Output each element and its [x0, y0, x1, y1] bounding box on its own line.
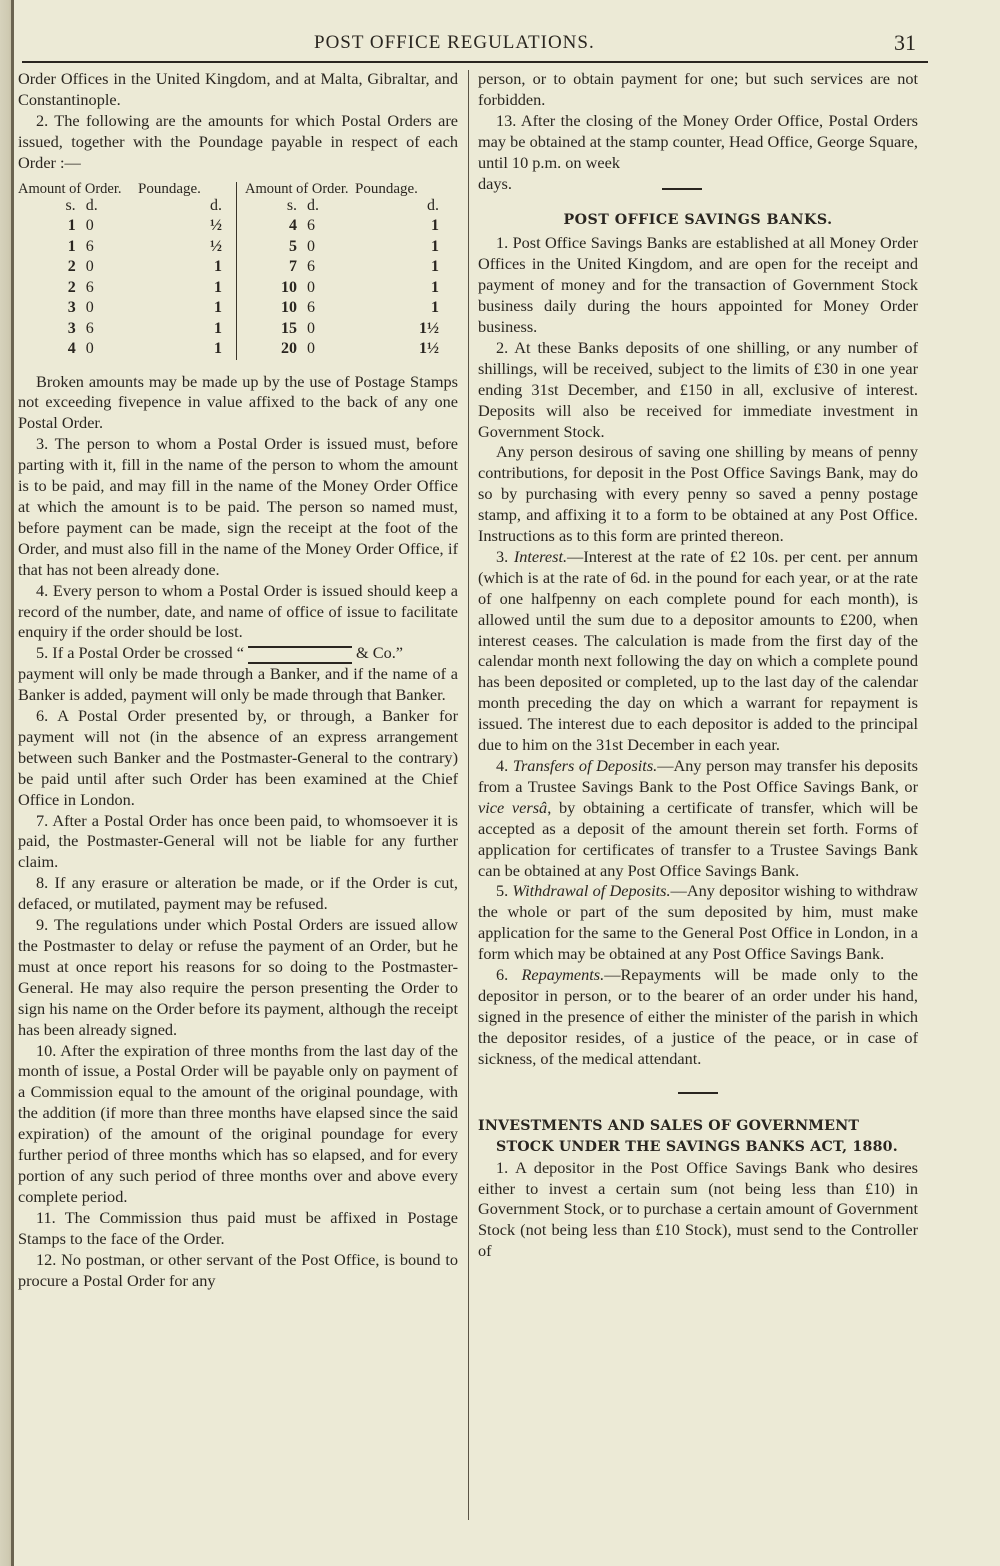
amount-pence-cell: 0: [307, 237, 316, 255]
savings-4-number: 4.: [496, 756, 509, 775]
unit-poundage-pence: d.: [427, 196, 439, 214]
savings-paragraph-3-interest: [478, 547, 918, 756]
poundage-cell: ½: [210, 237, 222, 255]
crossing-blank-lines: [248, 646, 352, 664]
savings-paragraph-2: 2. At these Banks deposits of one shilling, or any number of shillings, will be received, subject to the limits of £30 in one year ending 31st December, and £150 in all, exclusive of interest. Deposits will also be received for immediate investment in Government Stock.: [478, 337, 918, 441]
savings-4-vice-versa: vice versâ: [478, 797, 548, 817]
poundage-cell: 1½: [419, 340, 439, 358]
savings-4-text-a: —Any person may transfer his deposits from a Trustee Savings Bank to the Post Office Savings Bank, or: [478, 756, 918, 796]
poundage-table-row: [245, 216, 453, 237]
amount-pence-cell: 0: [85, 299, 94, 317]
paragraph-broken-amounts: Broken amounts may be made up by the use of Postage Stamps not exceeding fivepence in value affixed to the back of any one Postal Order.: [18, 371, 458, 433]
paragraph-8: 8. If any erasure or alteration be made, or if the Order is cut, defaced, or mutilated, payment may be refused.: [18, 873, 458, 914]
savings-6-text: —Repayments will be made only to the depositor in person, or to the bearer of an order under his hand, signed in the presence of either the minister of the parish in which the depositor resides, of a justice of the peace, or in case of sickness, of the medical attendant.: [478, 965, 918, 1068]
poundage-cell: 1: [214, 299, 222, 317]
poundage-table-row: [18, 278, 236, 299]
amount-shillings-cell: 3: [67, 299, 76, 317]
amount-pence-cell: 6: [307, 258, 316, 276]
poundage-cell: 1: [431, 299, 439, 317]
amount-shillings-cell: 5: [289, 237, 298, 255]
paragraph-3: 3. The person to whom a Postal Order is issued must, before parting with it, fill in the name of the person to whom the amount is to be paid, and may fill in the name of the Money Order Office at which the amount is to be paid. The person so named must, before payment can be made, sign the receipt at the foot of the Order, and must also fill in the name of the Money Order Office, if that has not been already done.: [18, 434, 458, 579]
savings-paragraph-penny: Any person desirous of saving one shilling by means of penny contributions, for deposit in the Post Office Savings Bank, may do so by purchasing with every penny so saved a penny postage stamp, and affixing it to a form to be obtained at any Post Office. Instructions as to this form are printed thereon.: [478, 442, 918, 546]
savings-paragraph-5-withdrawal: [478, 881, 918, 965]
section-title-investments: INVESTMENTS AND SALES OF GOVERNMENT STOCK UNDER THE SAVINGS BANKS ACT, 1880.: [478, 1117, 898, 1155]
unit-pence: d.: [307, 196, 320, 214]
poundage-cell: 1: [214, 278, 222, 296]
poundage-table-right: [236, 182, 453, 360]
paragraph-12-continuation: person, or to obtain payment for one; but such services are not forbidden.: [478, 69, 918, 109]
right-column: [478, 69, 918, 1262]
amount-shillings-cell: 2: [67, 278, 76, 296]
amount-shillings-cell: 4: [67, 340, 76, 358]
savings-paragraph-4-transfers: [478, 756, 918, 881]
header-rule: [22, 61, 928, 63]
amount-pence-cell: 0: [307, 278, 316, 296]
investments-paragraph-1: 1. A depositor in the Post Office Savings Bank who desires either to invest a certain sum (not being less than £10) in Government Stock, or to purchase a certain amount of Government Stock (not being less than £10 Stock), must send to the Controller of: [478, 1157, 918, 1261]
poundage-table: [18, 182, 458, 360]
paragraph-13-last-word: days.: [478, 173, 512, 193]
poundage-table-left: [18, 182, 236, 360]
savings-paragraph-1: 1. Post Office Savings Banks are established at all Money Order Offices in the United Kingdom, and are open for the receipt and payment of money and for the transaction of Government Stock business daily during the hours appointed for Money Order business.: [478, 233, 918, 336]
amount-shillings-cell: 1: [67, 217, 76, 235]
paragraph-2: 2. The following are the amounts for which Postal Orders are issued, together with the Poundage payable in respect of each Order :—: [18, 110, 458, 172]
amount-shillings-cell: 2: [67, 258, 76, 276]
paragraph-4: 4. Every person to whom a Postal Order is issued should keep a record of the number, date, and name of office of issue to facilitate enquiry if the order should be lost.: [18, 580, 458, 642]
paragraph-6: 6. A Postal Order presented by, or through, a Banker for payment will not (in the absence of an express arrangement between such Banker and the Postmaster-General to the contrary) be paid until after such Order has been examined at the Chief Office in London.: [18, 706, 458, 809]
poundage-cell: ½: [210, 217, 222, 235]
section-title-savings-banks: POST OFFICE SAVINGS BANKS.: [563, 212, 833, 229]
header-amount-of-order: Amount of Order.: [245, 180, 349, 197]
poundage-cell: 1: [431, 258, 439, 276]
poundage-table-row: [18, 298, 236, 319]
paragraph-5-start: 5. If a Postal Order be crossed “: [36, 643, 244, 663]
unit-pence: d.: [85, 196, 98, 214]
poundage-table-row: [245, 278, 453, 299]
amount-pence-cell: 0: [85, 258, 94, 276]
amount-shillings-cell: 10: [281, 278, 298, 296]
poundage-cell: 1: [214, 319, 222, 337]
poundage-table-row: [245, 339, 453, 360]
header-poundage: Poundage.: [138, 180, 201, 197]
amount-shillings-cell: 7: [289, 258, 298, 276]
savings-5-text: —Any depositor wishing to withdraw the whole or part of the sum deposited by him, must make application for the same to the General Post Office in London, in a form which may be obtained at any Post Office Savings Bank.: [478, 881, 918, 964]
poundage-cell: 1: [214, 258, 222, 276]
savings-6-title: Repayments.: [521, 965, 605, 985]
amount-pence-cell: 0: [307, 340, 316, 358]
savings-5-title: Withdrawal of Deposits.: [512, 881, 671, 901]
savings-4-text-b: , by obtaining a certificate of transfer, which will be accepted as a deposit of the amount therein set forth. Forms of application for certificates of transfer to a Trustee Savings Bank can be obtained at any Post Office Savings Bank.: [478, 797, 918, 880]
paragraph-5-co: & Co.”: [355, 643, 403, 663]
header-poundage: Poundage.: [355, 180, 418, 197]
section-rule: [678, 1092, 718, 1094]
paragraph-5-rest: payment will only be made through a Banker, and if the name of a Banker is added, payment will only be made through that Banker.: [18, 664, 458, 705]
amount-pence-cell: 0: [85, 340, 94, 358]
savings-5-number: 5.: [496, 881, 509, 901]
savings-4-title: Transfers of Deposits.: [512, 756, 658, 775]
amount-pence-cell: 0: [307, 319, 316, 337]
poundage-table-row: [245, 319, 453, 340]
savings-paragraph-6-repayments: [478, 965, 918, 1070]
poundage-table-row: [245, 298, 453, 319]
unit-poundage-pence: d.: [210, 196, 222, 214]
amount-shillings-cell: 1: [67, 237, 76, 255]
paragraph-10: 10. After the expiration of three months from the last day of the month of issue, a Postal Order will be payable only on payment of a Commission equal to the amount of the original poundage, with the addition (if more than three months have elapsed since the said expiration) of the amount of the original poundage for every further period of three months which has so elapsed, and for every portion of any such period of three months over and above every complete period.: [18, 1040, 458, 1206]
amount-pence-cell: 6: [85, 278, 94, 296]
amount-shillings-cell: 3: [67, 319, 76, 337]
amount-shillings-cell: 4: [289, 217, 298, 235]
poundage-cell: 1: [214, 340, 222, 358]
amount-shillings-cell: 15: [281, 319, 298, 337]
header-amount-of-order: Amount of Order.: [18, 180, 122, 197]
savings-3-title: Interest.: [513, 546, 568, 566]
poundage-table-row: [18, 339, 236, 360]
poundage-table-row: [18, 257, 236, 278]
poundage-cell: 1½: [419, 319, 439, 337]
unit-shillings: s.: [65, 196, 76, 214]
running-title: POST OFFICE REGULATIONS.: [314, 32, 595, 53]
amount-pence-cell: 6: [85, 237, 94, 255]
book-page: [14, 0, 1000, 1566]
poundage-table-row: [245, 257, 453, 278]
poundage-cell: 1: [431, 217, 439, 235]
paragraph-13-end: [478, 174, 918, 195]
amount-pence-cell: 6: [85, 319, 94, 337]
paragraph-5-crossed: [18, 643, 458, 664]
amount-pence-cell: 6: [307, 217, 316, 235]
unit-shillings: s.: [286, 196, 298, 214]
paragraph-7: 7. After a Postal Order has once been paid, to whomsoever it is paid, the Postmaster-General will not be liable for any further claim.: [18, 810, 458, 872]
paragraph-11: 11. The Commission thus paid must be affixed in Postage Stamps to the face of the Order.: [18, 1207, 458, 1248]
poundage-table-row: [245, 237, 453, 258]
amount-shillings-cell: 20: [281, 340, 298, 358]
paragraph-intro-continuation: Order Offices in the United Kingdom, and at Malta, Gibraltar, and Constantinople.: [18, 69, 458, 109]
paragraph-12: 12. No postman, or other servant of the Post Office, is bound to procure a Postal Order for any: [18, 1249, 458, 1290]
section-rule: [662, 188, 702, 190]
paragraph-9: 9. The regulations under which Postal Orders are issued allow the Postmaster to delay or refuse the payment of an Order, but he must at once report his reasons for so doing to the Postmaster-General. He may also require the person presenting the Order to sign his name on the Order before its payment, although the receipt has been already signed.: [18, 915, 458, 1039]
poundage-table-row: [18, 319, 236, 340]
amount-pence-cell: 6: [307, 299, 316, 317]
amount-shillings-cell: 10: [281, 299, 298, 317]
amount-pence-cell: 0: [85, 217, 94, 235]
poundage-table-row: [18, 237, 236, 258]
poundage-cell: 1: [431, 237, 439, 255]
poundage-table-row: [18, 216, 236, 237]
column-divider: [468, 70, 469, 1520]
page-number: 31: [894, 30, 916, 55]
left-column: [18, 69, 458, 1291]
savings-3-text: —Interest at the rate of £2 10s. per cent. per annum (which is at the rate of 6d. in the pound for each year, or at the rate of one halfpenny on each complete pound for each month), is allowed until the sum due to a depositor amounts to £200, when interest ceases. The calculation is made from the first day of the calendar month next following the day on which a complete pound has been deposited or completed, up to the last day of the calendar month preceding the day on which a warrant for repayment is issued. The interest due to each depositor is added to the principal due to him on the 31st December in each year.: [478, 546, 918, 755]
poundage-cell: 1: [431, 278, 439, 296]
savings-3-number: 3.: [496, 546, 509, 566]
savings-6-number: 6.: [496, 965, 509, 985]
paragraph-13: 13. After the closing of the Money Order Office, Postal Orders may be obtained at the stamp counter, Head Office, George Square, until 10 p.m. on week: [478, 110, 918, 172]
running-head: [14, 30, 1000, 58]
